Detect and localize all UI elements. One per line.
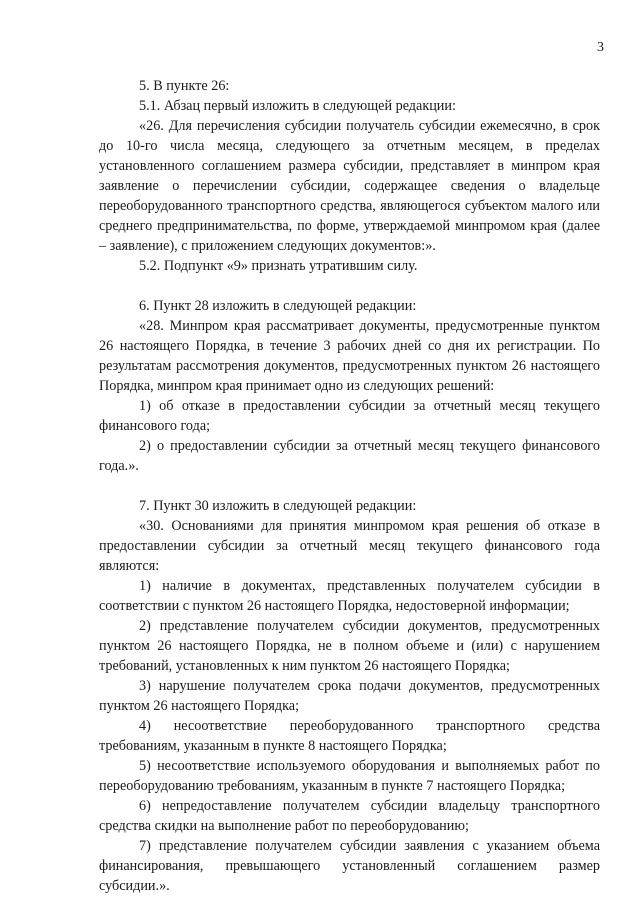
paragraph: «26. Для перечисления субсидии получатель субсидии ежемесячно, в срок до 10-го числа месяца, следующего за отчетным месяцем, в пределах установленного соглашением размера субсидии, представляет в минпром края заявление о перечислении субсидии, содержащее сведения о владельце переоборудованного транспортного средства, являющегося субъектом малого или среднего предпринимательства, по форме, утверждаемой минпромом края (далее – заявление), с приложением следующих документов:». (99, 118, 600, 254)
paragraph: 1) об отказе в предоставлении субсидии за отчетный месяц текущего финансового года; (99, 398, 600, 434)
paragraph: 6) непредоставление получателем субсидии владельцу транспортного средства скидки на выполнение работ по переоборудованию; (99, 798, 600, 834)
paragraph: 7) представление получателем субсидии заявления с указанием объема финансирования, превышающего установленный соглашением размер субсидии.». (99, 838, 600, 894)
paragraph: «30. Основаниями для принятия минпромом края решения об отказе в предоставлении субсидии за отчетный месяц текущего финансового года являются: (99, 518, 600, 574)
paragraph: 1) наличие в документах, представленных получателем субсидии в соответствии с пунктом 26 настоящего Порядка, недостоверной информации; (99, 578, 600, 614)
document-body (99, 76, 600, 896)
paragraph: 5.1. Абзац первый изложить в следующей редакции: (139, 98, 456, 114)
paragraph: «28. Минпром края рассматривает документы, предусмотренные пунктом 26 настоящего Порядка, в течение 3 рабочих дней со дня их регистрации. По результатам рассмотрения документов, предусмотренных пунктом 26 настоящего Порядка, минпром края принимает одно из следующих решений: (99, 318, 600, 394)
paragraph: 5) несоответствие используемого оборудования и выполняемых работ по переоборудованию требованиям, указанным в пункте 7 настоящего Порядка; (99, 758, 600, 794)
page-number: 3 (597, 40, 604, 55)
paragraph: 5. В пункте 26: (139, 78, 230, 94)
paragraph: 3) нарушение получателем срока подачи документов, предусмотренных пунктом 26 настоящего Порядка; (99, 678, 600, 714)
paragraph: 7. Пункт 30 изложить в следующей редакции: (139, 498, 417, 514)
paragraph: 6. Пункт 28 изложить в следующей редакции: (139, 298, 417, 314)
paragraph: 2) о предоставлении субсидии за отчетный месяц текущего финансового года.». (99, 438, 600, 474)
paragraph: 2) представление получателем субсидии документов, предусмотренных пунктом 26 настоящего Порядка, не в полном объеме и (или) с нарушением требований, установленных к ним пунктом 26 настоящего Порядка; (99, 618, 600, 674)
paragraph: 5.2. Подпункт «9» признать утратившим силу. (139, 258, 418, 274)
paragraph: 4) несоответствие переоборудованного транспортного средства требованиям, указанным в пункте 8 настоящего Порядка; (99, 718, 600, 754)
